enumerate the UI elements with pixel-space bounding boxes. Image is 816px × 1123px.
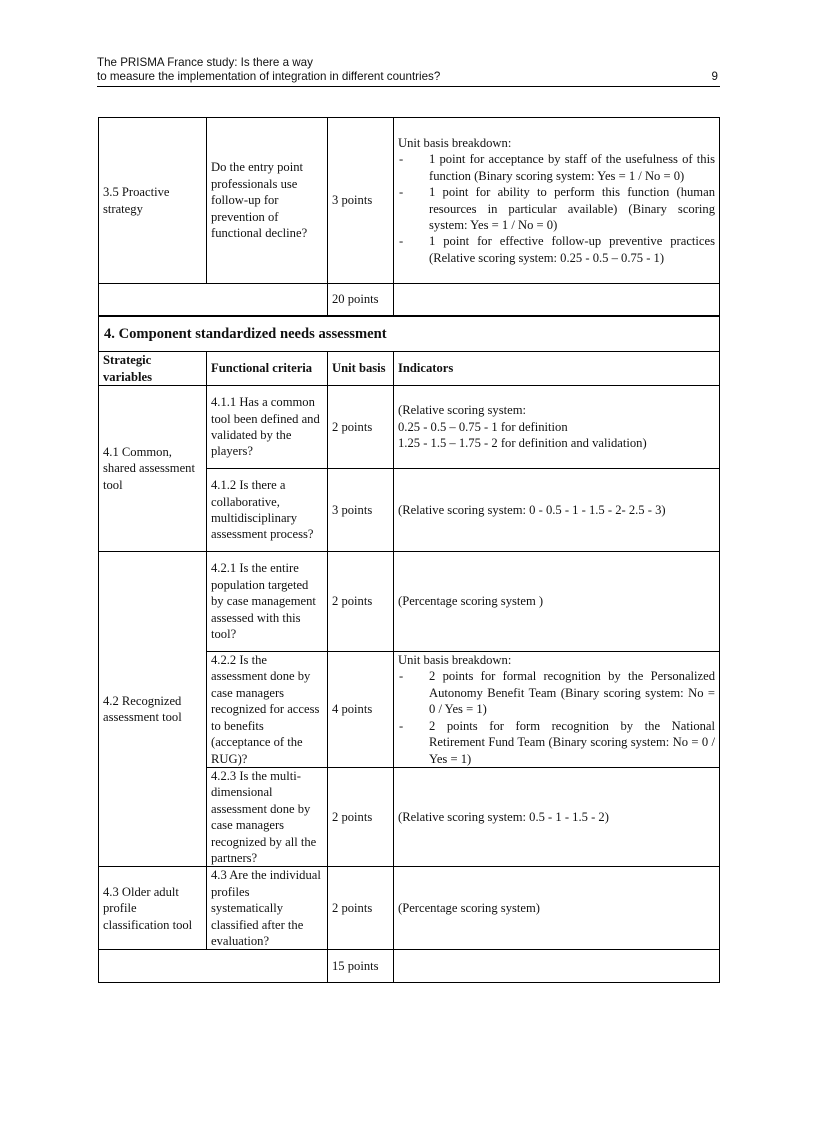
unit-basis-cell: 3 points <box>328 118 394 284</box>
functional-criteria-cell: 4.3 Are the individual profiles systematically classified after the evaluation? <box>207 867 328 950</box>
unit-basis-cell: 2 points <box>328 552 394 652</box>
section-3-table <box>98 117 720 316</box>
indicator-item: - 1 point for ability to perform this function (human resources in particular available) (Binary scoring system: Yes = 1 / No = 0) <box>398 184 715 233</box>
unit-basis-cell: 4 points <box>328 652 394 768</box>
unit-basis-cell: 2 points <box>328 768 394 867</box>
indicators-cell: (Percentage scoring system ) <box>394 552 720 652</box>
page-header <box>97 56 720 87</box>
column-header-variables: Strategic variables <box>99 352 207 386</box>
unit-basis-cell: 2 points <box>328 386 394 469</box>
functional-criteria-cell: 4.2.3 Is the multi-dimensional assessment done by case managers recognized by all the partners? <box>207 768 328 867</box>
total-points-cell: 15 points <box>328 950 394 983</box>
indicator-intro: Unit basis breakdown: <box>398 135 512 150</box>
section-title-row <box>99 317 720 352</box>
strategic-variable-cell: 3.5 Proactive strategy <box>99 118 207 284</box>
indicator-item: - 1 point for effective follow-up preventive practices (Relative scoring system: 0.25 - 0.5 – 0.75 - 1) <box>398 233 715 266</box>
indicators-cell: (Relative scoring system: 0 - 0.5 - 1 - 1.5 - 2- 2.5 - 3) <box>394 469 720 552</box>
strategic-variable-cell: 4.3 Older adult profile classification tool <box>99 867 207 950</box>
functional-criteria-cell: 4.1.2 Is there a collaborative, multidisciplinary assessment process? <box>207 469 328 552</box>
page-number: 9 <box>711 70 718 83</box>
functional-criteria-cell: 4.2.1 Is the entire population targeted by case management assessed with this tool? <box>207 552 328 652</box>
unit-basis-cell: 3 points <box>328 469 394 552</box>
column-header-row <box>99 352 720 386</box>
total-points-cell: 20 points <box>328 284 394 316</box>
indicators-cell <box>394 652 720 768</box>
table-row <box>99 386 720 469</box>
functional-criteria-cell: 4.2.2 Is the assessment done by case managers recognized for access to benefits (acceptance of the RUG)? <box>207 652 328 768</box>
indicators-cell: (Relative scoring system: 0.5 - 1 - 1.5 - 2) <box>394 768 720 867</box>
section-title: 4. Component standardized needs assessment <box>99 317 720 352</box>
indicators-cell: (Percentage scoring system) <box>394 867 720 950</box>
strategic-variable-cell: 4.2 Recognized assessment tool <box>99 552 207 867</box>
indicators-cell <box>394 118 720 284</box>
indicator-intro: Unit basis breakdown: <box>398 653 512 668</box>
table-row <box>99 118 720 284</box>
indicator-item: - 2 points for formal recognition by the Personalized Autonomy Benefit Team (Binary scoring system: No = 0 / Yes = 1) <box>398 668 715 717</box>
indicator-line: (Relative scoring system: <box>398 403 527 418</box>
table-row <box>99 552 720 652</box>
table-row <box>99 867 720 950</box>
unit-basis-cell: 2 points <box>328 867 394 950</box>
header-title-line-1: The PRISMA France study: Is there a way <box>97 56 313 69</box>
strategic-variable-cell: 4.1 Common, shared assessment tool <box>99 386 207 552</box>
header-title-line-2: to measure the implementation of integration in different countries? <box>97 70 441 83</box>
column-header-basis: Unit basis <box>328 352 394 386</box>
section-4-table <box>98 316 720 983</box>
indicator-line: 1.25 - 1.5 – 1.75 - 2 for definition and validation) <box>398 436 647 451</box>
functional-criteria-cell: Do the entry point professionals use follow-up for prevention of functional decline? <box>207 118 328 284</box>
total-row <box>99 284 720 316</box>
functional-criteria-cell: 4.1.1 Has a common tool been defined and validated by the players? <box>207 386 328 469</box>
indicator-item: - 1 point for acceptance by staff of the usefulness of this function (Binary scoring system: Yes = 1 / No = 0) <box>398 151 715 184</box>
column-header-indicators: Indicators <box>394 352 720 386</box>
column-header-criteria: Functional criteria <box>207 352 328 386</box>
indicator-item: - 2 points for form recognition by the National Retirement Fund Team (Binary scoring system: No = 0 / Yes = 1) <box>398 718 715 767</box>
total-row <box>99 950 720 983</box>
indicator-line: 0.25 - 0.5 – 0.75 - 1 for definition <box>398 419 568 434</box>
indicators-cell <box>394 386 720 469</box>
indicator-list <box>398 668 715 766</box>
indicator-list <box>398 151 715 266</box>
